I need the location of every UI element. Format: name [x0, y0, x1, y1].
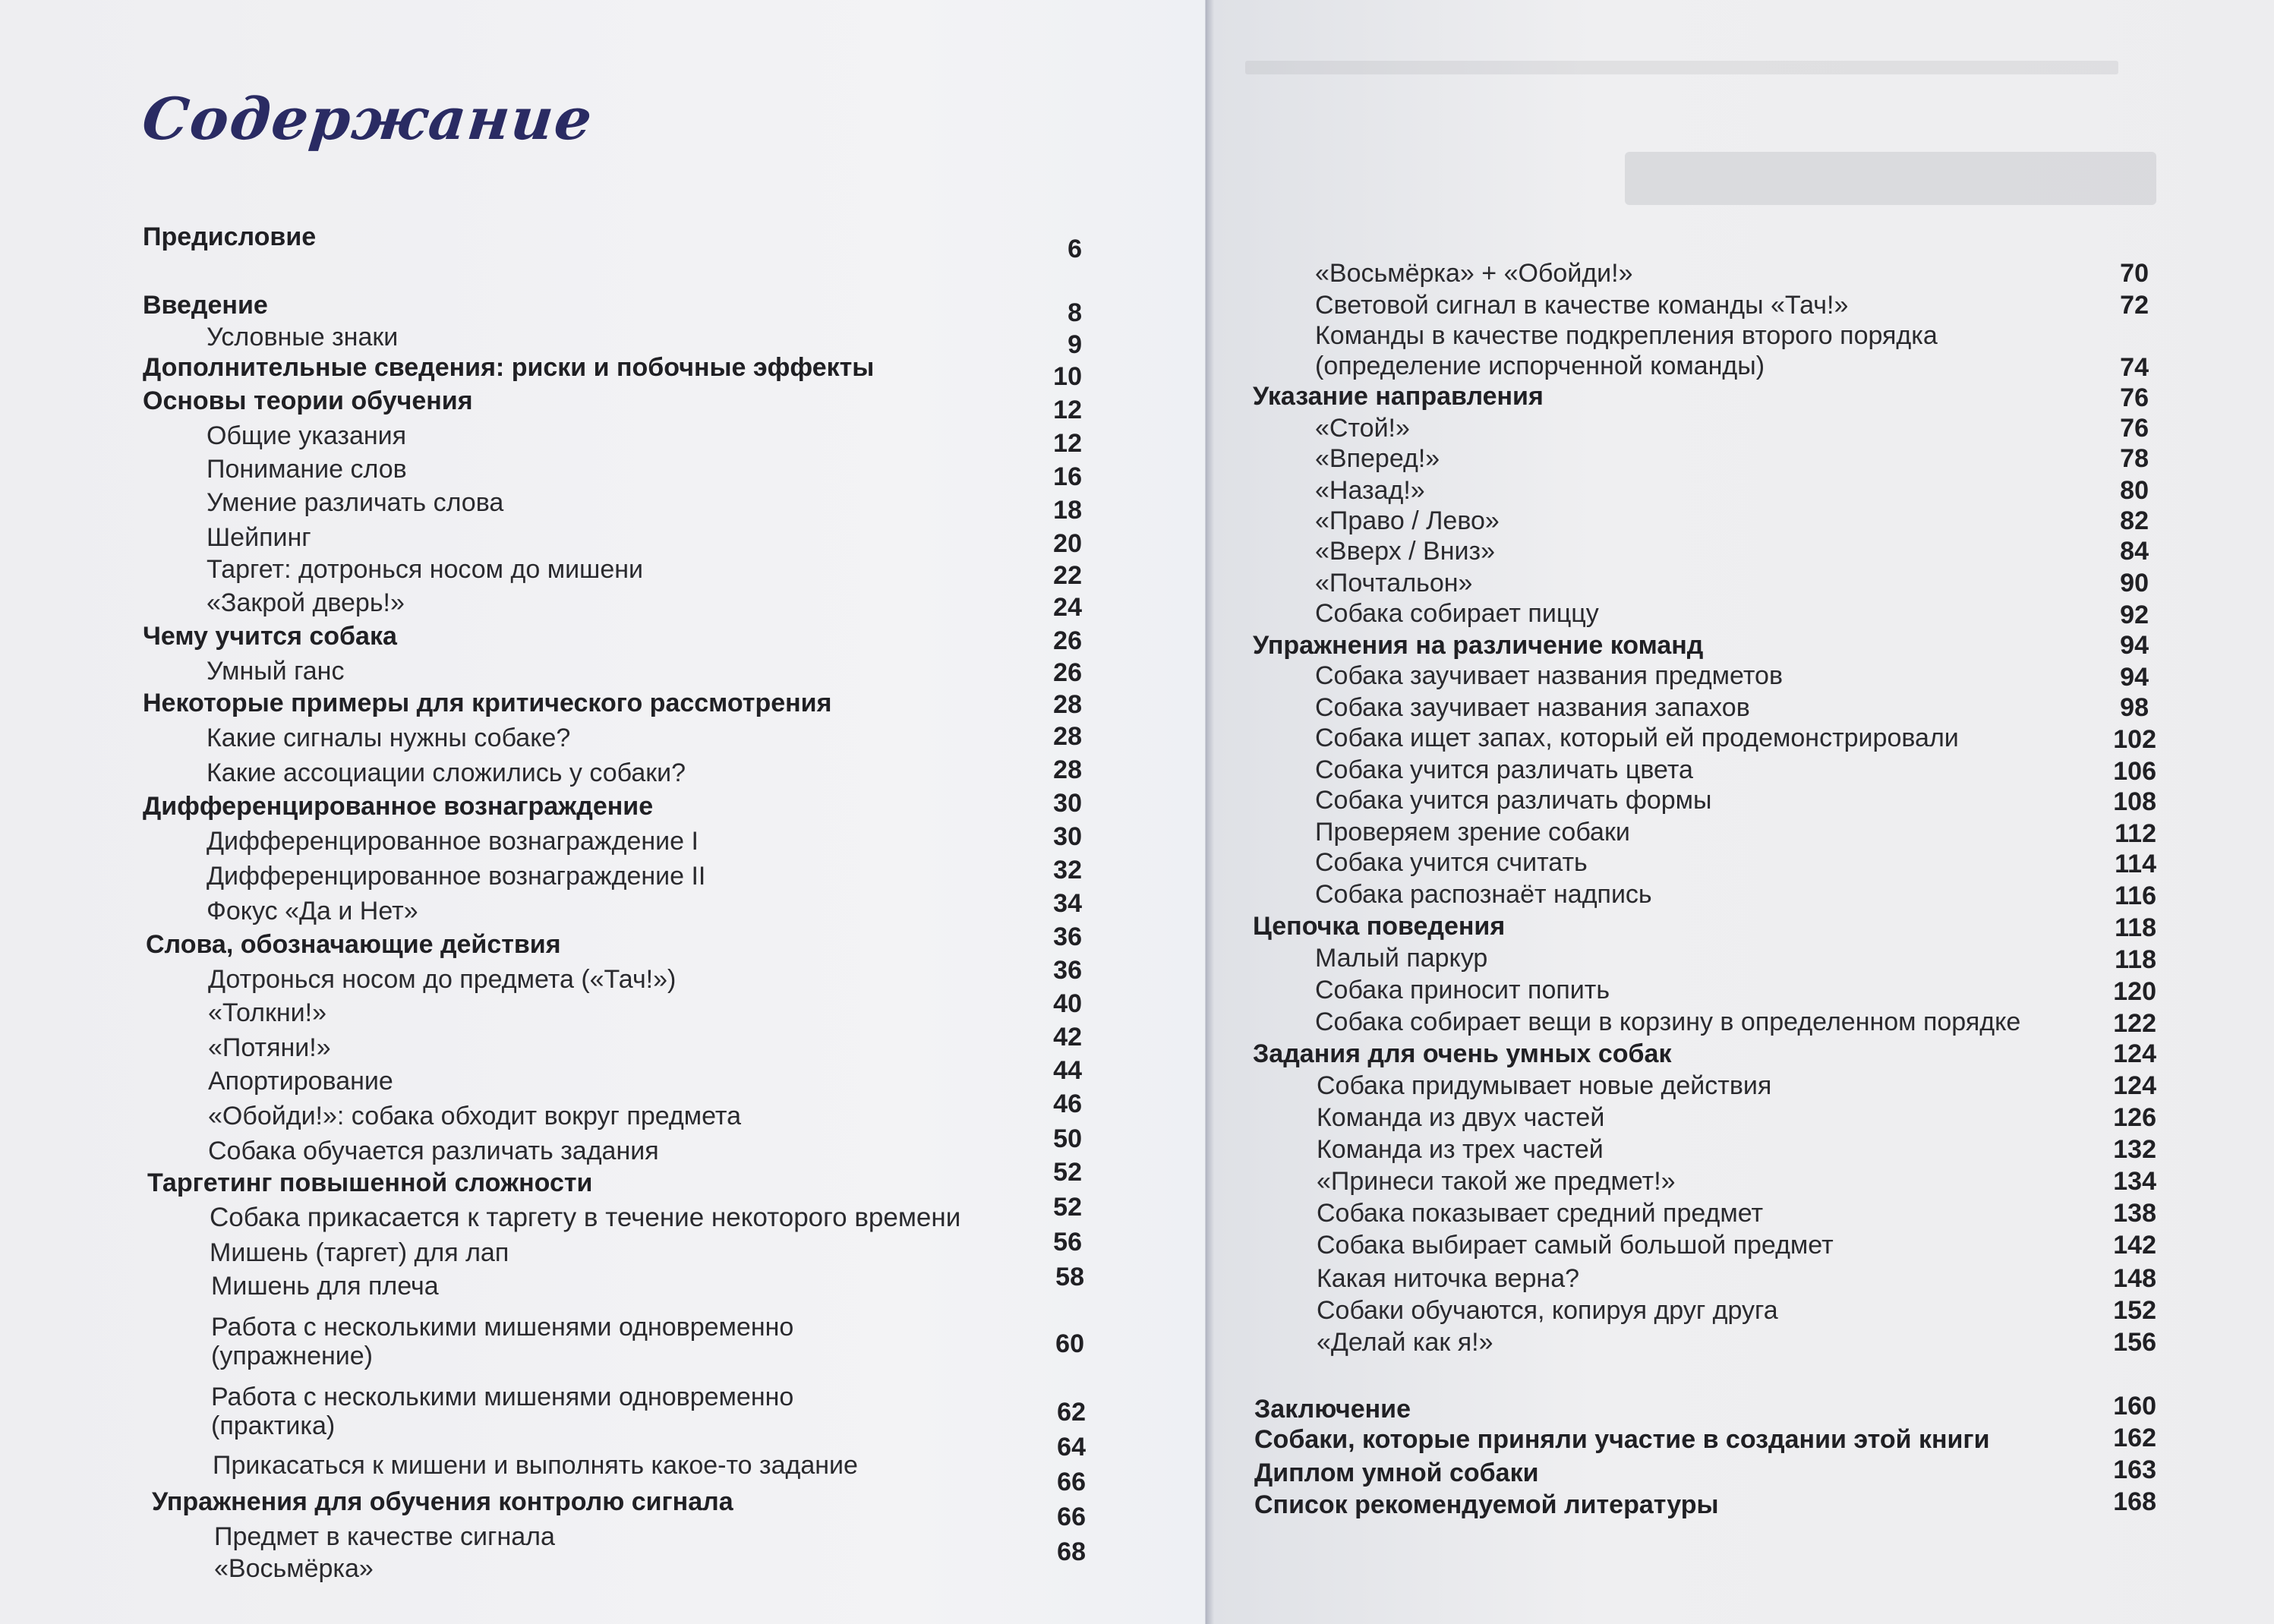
toc-page-number: 32 — [1053, 856, 1082, 885]
toc-entry: Мишень (таргет) для лап — [210, 1238, 509, 1267]
toc-entry: «Закрой дверь!» — [207, 588, 405, 617]
toc-page-number: 30 — [1053, 822, 1082, 851]
toc-entry: Собака заучивает названия запахов — [1315, 693, 1750, 722]
toc-page-number: 18 — [1053, 496, 1082, 525]
toc-page-number: 122 — [2113, 1009, 2156, 1038]
toc-page-number: 106 — [2113, 757, 2156, 786]
toc-page-number: 66 — [1057, 1503, 1086, 1531]
toc-page-number: 60 — [1055, 1329, 1084, 1358]
toc-entry: Апортирование — [208, 1067, 393, 1096]
toc-page-number: 84 — [2120, 537, 2149, 566]
toc-page-number: 42 — [1053, 1023, 1082, 1052]
toc-page-number: 16 — [1053, 462, 1082, 491]
toc-entry: Собака учится считать — [1315, 848, 1588, 877]
toc-page-number: 6 — [1068, 235, 1082, 263]
toc-page-number: 94 — [2120, 663, 2149, 692]
toc-page-number: 30 — [1053, 789, 1082, 818]
toc-entry: Дифференцированное вознаграждение II — [207, 862, 706, 891]
toc-entry: Условные знаки — [207, 323, 399, 352]
toc-page-number: 80 — [2120, 476, 2149, 505]
toc-entry: «Делай как я!» — [1317, 1328, 1493, 1357]
toc-page-number: 58 — [1055, 1263, 1084, 1291]
toc-page-number: 50 — [1053, 1124, 1082, 1153]
toc-page-number: 120 — [2113, 977, 2156, 1006]
toc-page-number: 34 — [1053, 889, 1082, 918]
toc-entry: Дотронься носом до предмета («Тач!») — [208, 965, 677, 994]
toc-entry: Умный ганс — [207, 657, 345, 686]
toc-entry: Работа с несколькими мишенями одновременно — [211, 1313, 794, 1342]
toc-page-number: 102 — [2113, 725, 2156, 754]
toc-page-number: 8 — [1068, 298, 1082, 327]
toc-page-number: 74 — [2120, 353, 2149, 382]
toc-entry: «Принеси такой же предмет!» — [1317, 1167, 1676, 1196]
toc-entry: Собака показывает средний предмет — [1317, 1199, 1764, 1228]
toc-page-number: 132 — [2113, 1135, 2156, 1164]
toc-entry: Умение различать слова — [207, 488, 504, 517]
toc-page-number: 124 — [2113, 1039, 2156, 1068]
toc-entry: (определение испорченной команды) — [1315, 352, 1765, 380]
toc-entry: Чему учится собака — [143, 622, 397, 651]
toc-page-number: 142 — [2113, 1231, 2156, 1260]
toc-entry: Собаки обучаются, копируя друг друга — [1317, 1296, 1778, 1325]
toc-entry: Основы теории обучения — [143, 386, 473, 415]
toc-entry: Фокус «Да и Нет» — [207, 897, 418, 926]
toc-page-number: 98 — [2120, 693, 2149, 722]
toc-page-number: 72 — [2120, 291, 2149, 320]
toc-page-number: 64 — [1057, 1433, 1086, 1462]
toc-entry: Работа с несколькими мишенями одновременно — [211, 1383, 794, 1411]
toc-entry: Какая ниточка верна? — [1317, 1264, 1580, 1293]
toc-page-number: 134 — [2113, 1167, 2156, 1196]
toc-page-number: 156 — [2113, 1328, 2156, 1357]
toc-entry: Какие ассоциации сложились у собаки? — [207, 758, 686, 787]
toc-entry: «Назад!» — [1315, 476, 1425, 505]
toc-entry: Собака собирает вещи в корзину в определенном порядке — [1315, 1008, 2021, 1036]
toc-page-number: 94 — [2120, 631, 2149, 660]
toc-page-number: 28 — [1053, 755, 1082, 784]
toc-entry: Дифференцированное вознаграждение I — [207, 827, 699, 856]
toc-page-number: 62 — [1057, 1398, 1086, 1427]
toc-entry: Диплом умной собаки — [1254, 1458, 1539, 1487]
toc-entry: Дифференцированное вознаграждение — [143, 792, 654, 821]
toc-page-number: 9 — [1068, 330, 1082, 359]
toc-entry: (практика) — [211, 1411, 336, 1440]
toc-entry: Таргет: дотронься носом до мишени — [207, 555, 644, 584]
toc-page-number: 114 — [2115, 850, 2156, 878]
toc-page-number: 116 — [2115, 881, 2156, 910]
toc-entry: Собака придумывает новые действия — [1317, 1071, 1772, 1100]
toc-entry: Слова, обозначающие действия — [146, 930, 561, 959]
toc-entry: Некоторые примеры для критического рассмотрения — [143, 689, 832, 717]
toc-entry: Предисловие — [143, 222, 317, 251]
toc-page-number: 78 — [2120, 444, 2149, 473]
toc-page-number: 22 — [1053, 561, 1082, 590]
toc-page-number: 12 — [1053, 396, 1082, 424]
toc-page-number: 26 — [1053, 658, 1082, 687]
toc-page-number: 68 — [1057, 1537, 1086, 1566]
toc-entry: Малый паркур — [1315, 944, 1488, 973]
toc-entry: Собака учится различать цвета — [1315, 755, 1693, 784]
toc-page-number: 28 — [1053, 690, 1082, 719]
toc-page-number: 46 — [1053, 1089, 1082, 1118]
toc-page-number: 162 — [2113, 1424, 2156, 1452]
toc-page-number: 148 — [2113, 1264, 2156, 1293]
toc-entry: «Вперед!» — [1315, 444, 1440, 473]
toc-entry: «Восьмёрка» — [214, 1554, 374, 1583]
toc-page-number: 82 — [2120, 506, 2149, 535]
toc-entry: Задания для очень умных собак — [1253, 1039, 1672, 1068]
toc-entry: Заключение — [1254, 1395, 1411, 1424]
toc-entry: «Обойди!»: собака обходит вокруг предмета — [208, 1102, 741, 1130]
toc-entry: Собака заучивает названия предметов — [1315, 661, 1784, 690]
toc-entry: Собака ищет запах, который ей продемонстрировали — [1315, 724, 1959, 752]
toc-entry: Собака учится различать формы — [1315, 786, 1712, 815]
toc-page-number: 108 — [2113, 787, 2156, 816]
toc-page-number: 76 — [2120, 383, 2149, 412]
toc-page-number: 92 — [2120, 601, 2149, 629]
toc-entry: Таргетинг повышенной сложности — [147, 1168, 593, 1197]
toc-entry: «Стой!» — [1315, 414, 1410, 443]
toc-page-number: 90 — [2120, 569, 2149, 598]
toc-entry: (упражнение) — [211, 1342, 373, 1370]
toc-page-number: 118 — [2115, 913, 2156, 942]
toc-page-number: 52 — [1053, 1193, 1082, 1222]
toc-page-number: 66 — [1057, 1468, 1086, 1496]
toc-page-number: 40 — [1053, 989, 1082, 1018]
toc-entry: Введение — [143, 291, 268, 320]
toc-page-number: 138 — [2113, 1199, 2156, 1228]
toc-page-number: 36 — [1053, 956, 1082, 985]
toc-page-number: 36 — [1053, 922, 1082, 951]
toc-entry: Дополнительные сведения: риски и побочные эффекты — [143, 353, 875, 382]
toc-page-number: 112 — [2115, 819, 2156, 848]
toc-page-number: 20 — [1053, 529, 1082, 558]
toc-page-number: 70 — [2120, 259, 2149, 288]
toc-entry: Собаки, которые приняли участие в создании этой книги — [1254, 1425, 1990, 1454]
toc-page-number: 44 — [1053, 1056, 1082, 1085]
toc-page-number: 126 — [2113, 1103, 2156, 1132]
toc-page-number: 160 — [2113, 1392, 2156, 1421]
toc-entry: Упражнения на различение команд — [1253, 631, 1704, 660]
toc-page-number: 118 — [2115, 945, 2156, 974]
toc-entry: Команды в качестве подкрепления второго порядка — [1315, 321, 1938, 350]
toc-entry: Световой сигнал в качестве команды «Тач!» — [1315, 291, 1849, 320]
toc-entry: Общие указания — [207, 421, 407, 450]
toc-entry: Собака приносит попить — [1315, 976, 1610, 1004]
toc-entry: «Восьмёрка» + «Обойди!» — [1315, 259, 1633, 288]
toc-entry: «Вверх / Вниз» — [1315, 537, 1495, 566]
toc-entry: Мишень для плеча — [211, 1272, 439, 1301]
toc-entry: Какие сигналы нужны собаке? — [207, 724, 571, 752]
toc-entry: Собака выбирает самый большой предмет — [1317, 1231, 1834, 1260]
toc-entry: Шейпинг — [207, 523, 311, 552]
toc-entry: Собака распознаёт надпись — [1315, 880, 1652, 909]
toc-entry: Собака собирает пиццу — [1315, 599, 1599, 628]
toc-page-number: 24 — [1053, 593, 1082, 622]
toc-entry: «Потяни!» — [208, 1033, 331, 1062]
toc-page-number: 163 — [2113, 1455, 2156, 1484]
toc-page-number: 26 — [1053, 626, 1082, 655]
toc-entry: Упражнения для обучения контролю сигнала — [152, 1487, 733, 1516]
toc-entry: Собака прикасается к таргету в течение некоторого времени — [210, 1203, 961, 1232]
toc-entry: Команда из трех частей — [1317, 1135, 1604, 1164]
toc-entry: Предмет в качестве сигнала — [214, 1522, 555, 1551]
toc-page-number: 76 — [2120, 414, 2149, 443]
toc-entry: Команда из двух частей — [1317, 1103, 1605, 1132]
toc-page-number: 12 — [1053, 429, 1082, 458]
toc-entry: Проверяем зрение собаки — [1315, 818, 1630, 847]
toc-page-number: 152 — [2113, 1296, 2156, 1325]
toc-entry: «Толкни!» — [208, 998, 327, 1027]
right-page — [1154, 0, 2274, 1624]
toc-page-number: 56 — [1053, 1228, 1082, 1257]
toc-entry: Понимание слов — [207, 455, 407, 484]
toc-entry: Указание направления — [1253, 382, 1544, 411]
toc-page-number: 168 — [2113, 1487, 2156, 1516]
toc-entry: Собака обучается различать задания — [208, 1137, 659, 1165]
toc-entry: «Почтальон» — [1315, 569, 1473, 598]
toc-page-number: 124 — [2113, 1071, 2156, 1100]
page-title: Содержание — [139, 85, 597, 153]
toc-entry: «Право / Лево» — [1315, 506, 1500, 535]
toc-entry: Список рекомендуемой литературы — [1254, 1490, 1719, 1519]
toc-page-number: 28 — [1053, 722, 1082, 751]
toc-entry: Прикасаться к мишени и выполнять какое-то задание — [213, 1451, 858, 1480]
toc-page-number: 52 — [1053, 1158, 1082, 1187]
toc-page-number: 10 — [1053, 362, 1082, 391]
toc-entry: Цепочка поведения — [1253, 912, 1506, 941]
